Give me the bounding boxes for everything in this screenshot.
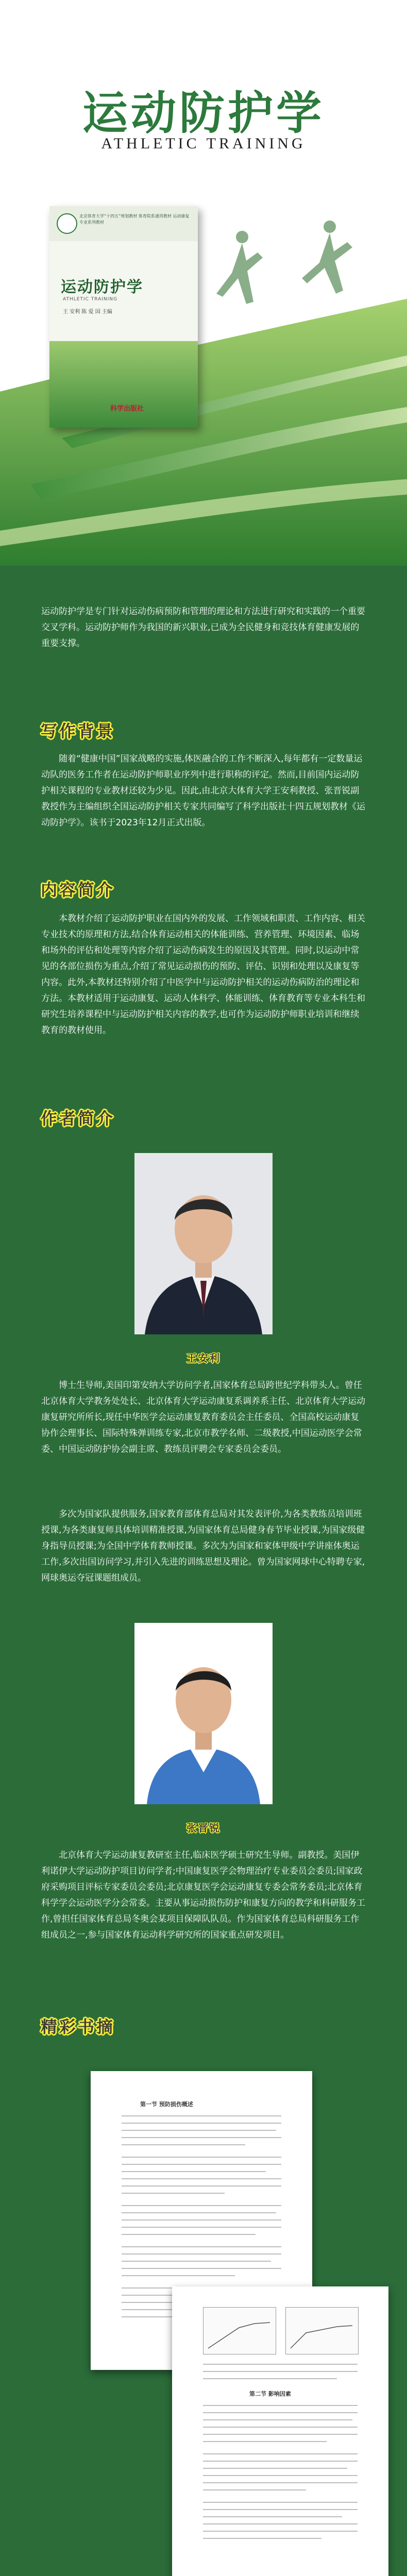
portrait-image — [134, 1623, 273, 1804]
editor1-photo — [134, 1153, 273, 1334]
portrait-image — [134, 1153, 273, 1334]
book-cover — [49, 206, 198, 428]
editor2-bio: 北京体育大学运动康复教研室主任,临床医学硕士研究生导师。副教授。美国伊利诺伊大学运动防护项目访问学者;中国康复医学会物理治疗专业委员会委员;国家政府采购项目评标专家委员会委员;北京康复医学会运动康复专委会常务委员;北京体育科学学会运动医学分会常委。主要从事运动损伤防护和康复方向的教学和科研服务工作,曾担任国家体育总局冬奥会某项目保障队队员。作为国家体育总局科研服务工作组成员之一,参与国家体育运动科学研究所的国家重点研发项目。 — [41, 1850, 365, 1940]
content-text: 本教材介绍了运动防护职业在国内外的发展、工作领域和职责、工作内容、相关专业技术的原理和方法,结合体育运动相关的体能训练、营养管理、环境因素、临场和场外的评估和处理等内容介绍了运动伤病发生的原因及其管理。同时,以运动中常见的各部位损伤为重点,介绍了常见运动损伤的预防、评估、识别和处理以及康复等内容。此外,本教材还特别介绍了中医学中与运动防护相关的运动伤病防治的理论和方法。本教材适用于运动康复、运动人体科学、体能训练、体育教育等专业本科生和研究生培养课程中与运动防护相关内容的教学,也可作为运动防护师职业培训和继续教育的教材使用。 — [41, 913, 365, 1036]
editor1-bio-2: 多次为国家队提供服务,国家教育部体育总局对其发表评价,为各类教练员培训班授课,为各类康复师具体培训精准授课,为国家体育总局健身春节毕业授课,为国家级健身指导员授课;为全国中学体育教师授课。多次为为国家和家体甲级中学讲座体奥运工作,多次出国访问学习,并引入先进的训练思想及理论。曾为国家网球中心特聘专家,网球奥运夺冠课题组成员。 — [41, 1509, 365, 1583]
book-authors: 王 安利 陈 爱 国 主编 — [63, 309, 112, 315]
sample-page-2-section: 第二节 影响因素 — [249, 2391, 291, 2397]
sample-page-1-section: 第一节 预防损伤概述 — [140, 2101, 193, 2108]
hero-subtitle: ATHLETIC TRAINING — [101, 135, 306, 152]
book-title: 运动防护学 — [61, 278, 143, 296]
intro-text: 运动防护学是专门针对运动伤病预防和管理的理论和方法进行研究和实践的一个重要交叉学科。运动防护师作为我国的新兴职业,已成为全民健身和竞技体育健康发展的重要支撑。 — [41, 606, 365, 649]
hero-banner — [0, 0, 407, 566]
heading-editors — [41, 1104, 128, 1127]
book-cover-image — [49, 341, 198, 428]
editor2-photo — [134, 1623, 273, 1804]
heading-samples-text: 精彩书摘 — [41, 2017, 115, 2037]
sample-page-2 — [172, 2286, 388, 2576]
heading-samples — [41, 2012, 128, 2036]
heading-editors-text: 作者简介 — [41, 1109, 115, 1128]
book-series: 北京体育大学“十四五”规划教材 体育院系通用教材 运动康复专业系列教材 — [79, 214, 190, 225]
editor2-name: 张晋锐 — [186, 1822, 221, 1834]
book-publisher: 科学出版社 — [110, 405, 144, 413]
heading-content-text: 内容简介 — [41, 880, 115, 900]
background-text: 随着“健康中国”国家战略的实施,体医融合的工作不断深入,每年都有一定数量运动队的医务工作者在运动防护师职业序列中进行职称的评定。然而,目前国内运动防护相关课程的专业教材还较为少见。因此,由北京大体育大学王安利教授、张晋锐副教授作为主编组织全国运动防护相关专家共同编写了科学出版社十四五规划教材《运动防护学》。该书于2023年12月正式出版。 — [41, 754, 365, 828]
editor1-name: 王安利 — [186, 1352, 221, 1364]
university-logo-icon — [57, 213, 77, 234]
heading-content — [41, 875, 128, 899]
book-title-en: ATHLETIC TRAINING — [63, 297, 118, 302]
heading-background-text: 写作背景 — [41, 721, 115, 741]
sample-figure-curves — [203, 2307, 358, 2353]
editor1-bio: 博士生导师,美国印第安纳大学访问学者,国家体育总局跨世纪学科带头人。曾任北京体育大学教务处处长、北京体育大学运动康复系调养系主任、北京体育大学运动康复研究所所长,现任中华医学会运动康复教育委员会主任委员、全国高校运动康复协作会理事长、国际特殊弹训练专家,北京市教学名师、二级教授,中国运动医学会常委、中国运动防护协会副主席、教练员评聘会专家委员会委员。 — [41, 1380, 365, 1454]
hero-title: 运动防护学 — [82, 86, 325, 140]
heading-background — [41, 716, 128, 740]
